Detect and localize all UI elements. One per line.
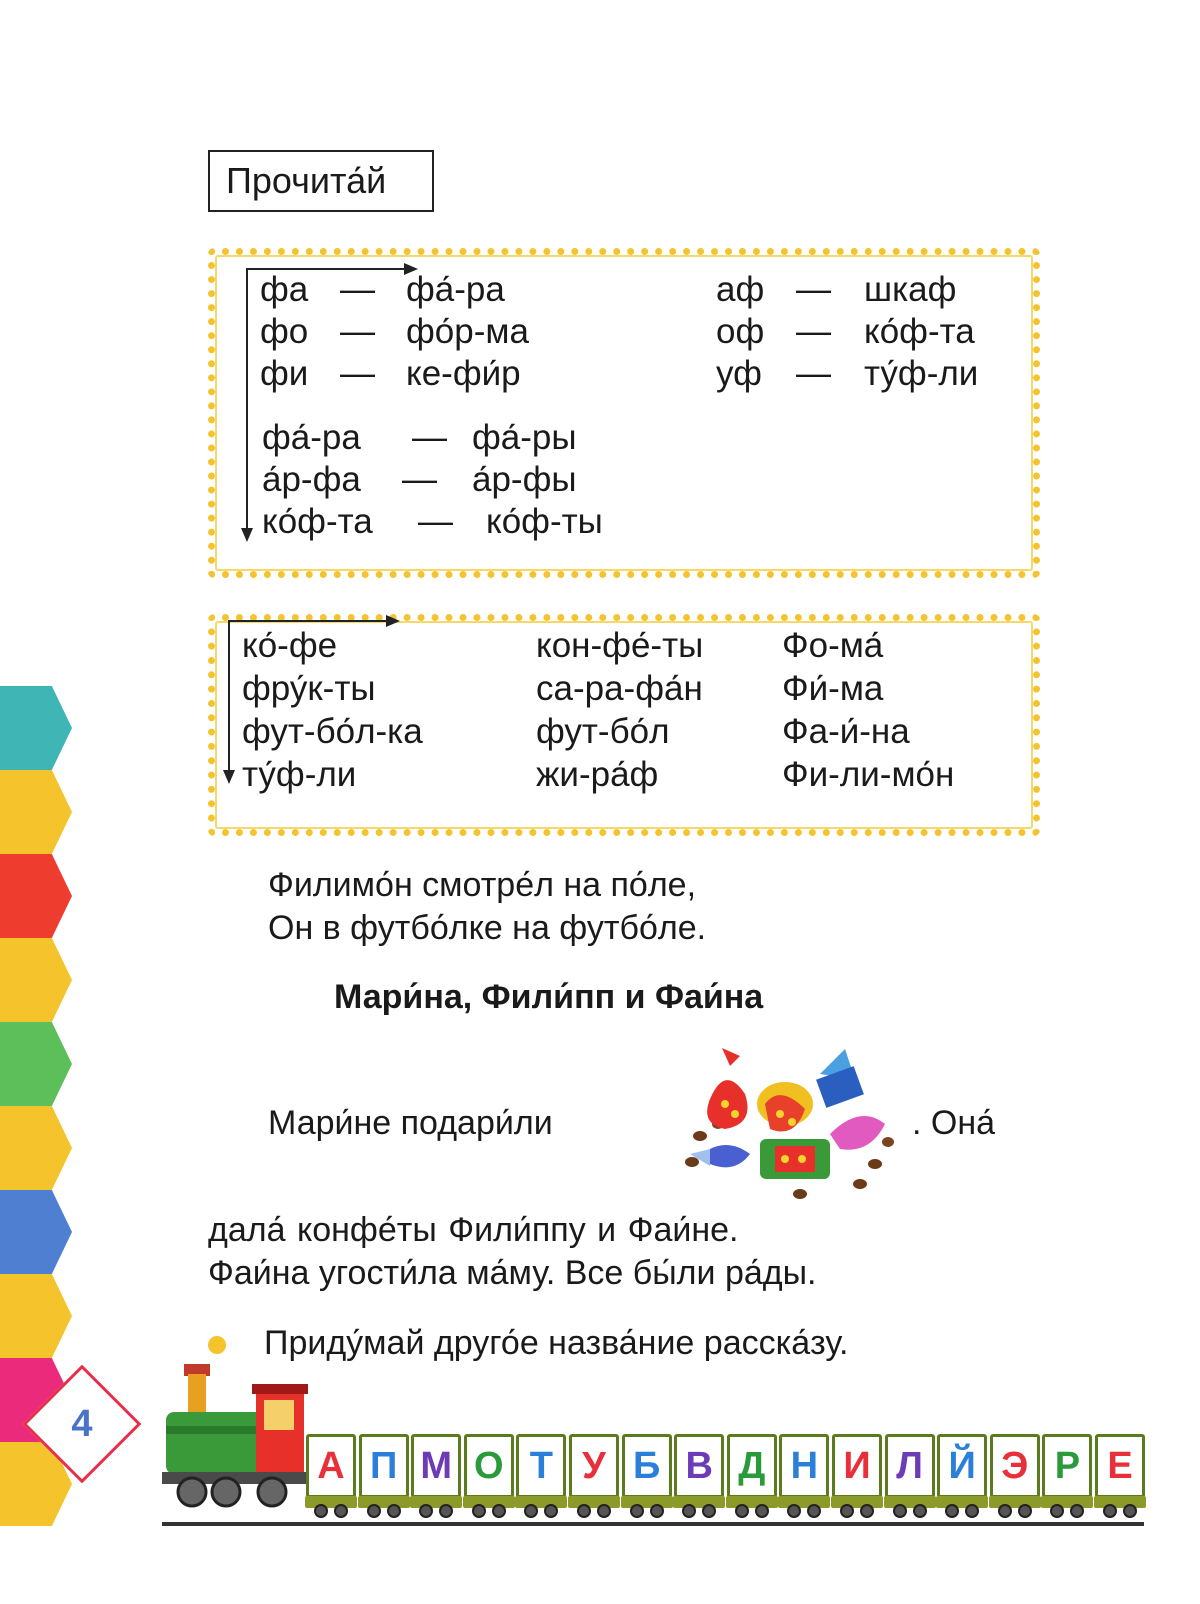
- poem-line-2: Он в футбо́лке на футбо́ле.: [268, 909, 707, 947]
- train-car-base: [568, 1496, 620, 1508]
- word: фа́-ры: [472, 418, 577, 457]
- dash: —: [340, 354, 375, 393]
- side-tab: [0, 1190, 72, 1274]
- train-car-letter: Э: [990, 1434, 1040, 1498]
- wheel-icon: [913, 1504, 927, 1518]
- bullet-icon: [208, 1336, 226, 1354]
- wheel-icon: [1070, 1504, 1084, 1518]
- train-car-base: [884, 1496, 936, 1508]
- dash: —: [796, 312, 831, 351]
- train-car-base: [358, 1496, 410, 1508]
- train-car-base: [305, 1496, 357, 1508]
- side-tab: [0, 1022, 72, 1106]
- train-car-base: [463, 1496, 515, 1508]
- train-car-letter: Б: [622, 1434, 672, 1498]
- train-car-letter: Р: [1042, 1434, 1092, 1498]
- wheel-icon: [735, 1504, 749, 1518]
- dash: —: [796, 270, 831, 309]
- arrow-down-line: [246, 268, 248, 530]
- syllable: фа: [260, 270, 309, 309]
- train-car-base: [1041, 1496, 1093, 1508]
- train-car-base: [778, 1496, 830, 1508]
- wheel-icon: [650, 1504, 664, 1518]
- syllable: фо: [260, 312, 309, 351]
- train-car-base: [831, 1496, 883, 1508]
- wheel-icon: [860, 1504, 874, 1518]
- wheel-icon: [1050, 1504, 1064, 1518]
- word: кон-фе́-ты: [536, 626, 704, 665]
- dash: —: [418, 502, 453, 541]
- arrow-down-icon: [223, 770, 235, 784]
- word: ту́ф-ли: [242, 755, 357, 794]
- wheel-icon: [597, 1504, 611, 1518]
- train-car-base: [621, 1496, 673, 1508]
- wheel-icon: [367, 1504, 381, 1518]
- side-tab: [0, 854, 72, 938]
- word: ко́-фе: [242, 626, 338, 665]
- wheel-icon: [945, 1504, 959, 1518]
- arrow-down-icon: [241, 528, 253, 542]
- wheel-icon: [472, 1504, 486, 1518]
- story-line-1-left: Мари́не подари́ли: [268, 1104, 553, 1142]
- syllable: уф: [716, 354, 762, 393]
- wheel-icon: [577, 1504, 591, 1518]
- side-tab: [0, 1274, 72, 1358]
- wheel-icon: [524, 1504, 538, 1518]
- wheel-icon: [334, 1504, 348, 1518]
- train-car-letter: Й: [937, 1434, 987, 1498]
- wheel-icon: [544, 1504, 558, 1518]
- wheel-icon: [1018, 1504, 1032, 1518]
- wheel-icon: [439, 1504, 453, 1518]
- task-text: Приду́май друго́е назва́ние расска́зу.: [264, 1324, 849, 1362]
- side-tab: [0, 770, 72, 854]
- train-car-letter: Т: [516, 1434, 566, 1498]
- dash: —: [340, 270, 375, 309]
- train-car-letter: В: [674, 1434, 724, 1498]
- story-line-3: Фаи́на угости́ла ма́му. Все бы́ли ра́ды.: [208, 1254, 817, 1292]
- word: а́р-фы: [472, 460, 577, 499]
- train-car-base: [410, 1496, 462, 1508]
- word: шкаф: [864, 270, 957, 309]
- side-tab: [0, 686, 72, 770]
- word: Фи́-ма: [782, 669, 884, 708]
- page-number: 4: [71, 1403, 93, 1445]
- word: жи-ра́ф: [536, 755, 659, 794]
- word-column-2: [536, 624, 703, 796]
- wheel-icon: [702, 1504, 716, 1518]
- syllable: аф: [716, 270, 765, 309]
- poem-line-1: Филимо́н смотре́л на по́ле,: [268, 866, 697, 904]
- word: Фи-ли-мо́н: [782, 755, 955, 794]
- train-car-letter: А: [306, 1434, 356, 1498]
- train-car-base: [936, 1496, 988, 1508]
- story-title: Мари́на, Фили́пп и Фаи́на: [334, 978, 764, 1016]
- train-car-letter: Н: [779, 1434, 829, 1498]
- word: ту́ф-ли: [864, 354, 979, 393]
- wheel-icon: [419, 1504, 433, 1518]
- word: ко́ф-та: [864, 312, 975, 351]
- locomotive-icon: [162, 1356, 308, 1518]
- train-car-letter: Е: [1095, 1434, 1145, 1498]
- wheel-icon: [314, 1504, 328, 1518]
- wheel-icon: [893, 1504, 907, 1518]
- word: фа́-ра: [406, 270, 505, 309]
- wheel-icon: [807, 1504, 821, 1518]
- arrow-down-line: [228, 620, 230, 772]
- side-tab: [0, 938, 72, 1022]
- dash: —: [412, 418, 447, 457]
- story-line-1-right: . Она́: [912, 1104, 996, 1142]
- wheel-icon: [755, 1504, 769, 1518]
- wheel-icon: [630, 1504, 644, 1518]
- candies-icon: [670, 1044, 918, 1204]
- story-line-2: дала́ конфе́ты Фили́ппу и Фаи́не.: [208, 1211, 739, 1249]
- wheel-icon: [492, 1504, 506, 1518]
- word: фут-бо́л: [536, 712, 670, 751]
- train-car-letter: У: [569, 1434, 619, 1498]
- word-column-1: [242, 624, 423, 796]
- word: ко́ф-та: [262, 502, 373, 541]
- arrow-right-line: [228, 620, 388, 622]
- train-car-letter: Л: [885, 1434, 935, 1498]
- wheel-icon: [1123, 1504, 1137, 1518]
- train-car-letter: Д: [727, 1434, 777, 1498]
- train-car-base: [673, 1496, 725, 1508]
- train-car-letter: П: [359, 1434, 409, 1498]
- word: Фо-ма́: [782, 626, 884, 665]
- train-car-letter: И: [832, 1434, 882, 1498]
- wheel-icon: [387, 1504, 401, 1518]
- word: фру́к-ты: [242, 669, 376, 708]
- train-car-letter: О: [464, 1434, 514, 1498]
- train-car-base: [1094, 1496, 1146, 1508]
- dash: —: [796, 354, 831, 393]
- train-car-base: [515, 1496, 567, 1508]
- rail: [162, 1522, 1144, 1526]
- dash: —: [402, 460, 437, 499]
- dash: —: [340, 312, 375, 351]
- wheel-icon: [1103, 1504, 1117, 1518]
- word: Фа-и́-на: [782, 712, 910, 751]
- wheel-icon: [965, 1504, 979, 1518]
- train-car-base: [989, 1496, 1041, 1508]
- word: фо́р-ма: [406, 312, 529, 351]
- word: фа́-ра: [262, 418, 361, 457]
- syllable: оф: [716, 312, 765, 351]
- word: ке-фи́р: [406, 354, 521, 393]
- syllable: фи: [260, 354, 309, 393]
- word: са-ра-фа́н: [536, 669, 703, 708]
- word: а́р-фа: [262, 460, 361, 499]
- wheel-icon: [682, 1504, 696, 1518]
- instruction-label: Прочита́й: [208, 150, 434, 212]
- word: ко́ф-ты: [486, 502, 603, 541]
- word: фут-бо́л-ка: [242, 712, 423, 751]
- wheel-icon: [998, 1504, 1012, 1518]
- wheel-icon: [787, 1504, 801, 1518]
- train-car-letter: М: [411, 1434, 461, 1498]
- wheel-icon: [840, 1504, 854, 1518]
- train-car-base: [726, 1496, 778, 1508]
- word-column-3: [782, 624, 954, 796]
- side-tab: [0, 1106, 72, 1190]
